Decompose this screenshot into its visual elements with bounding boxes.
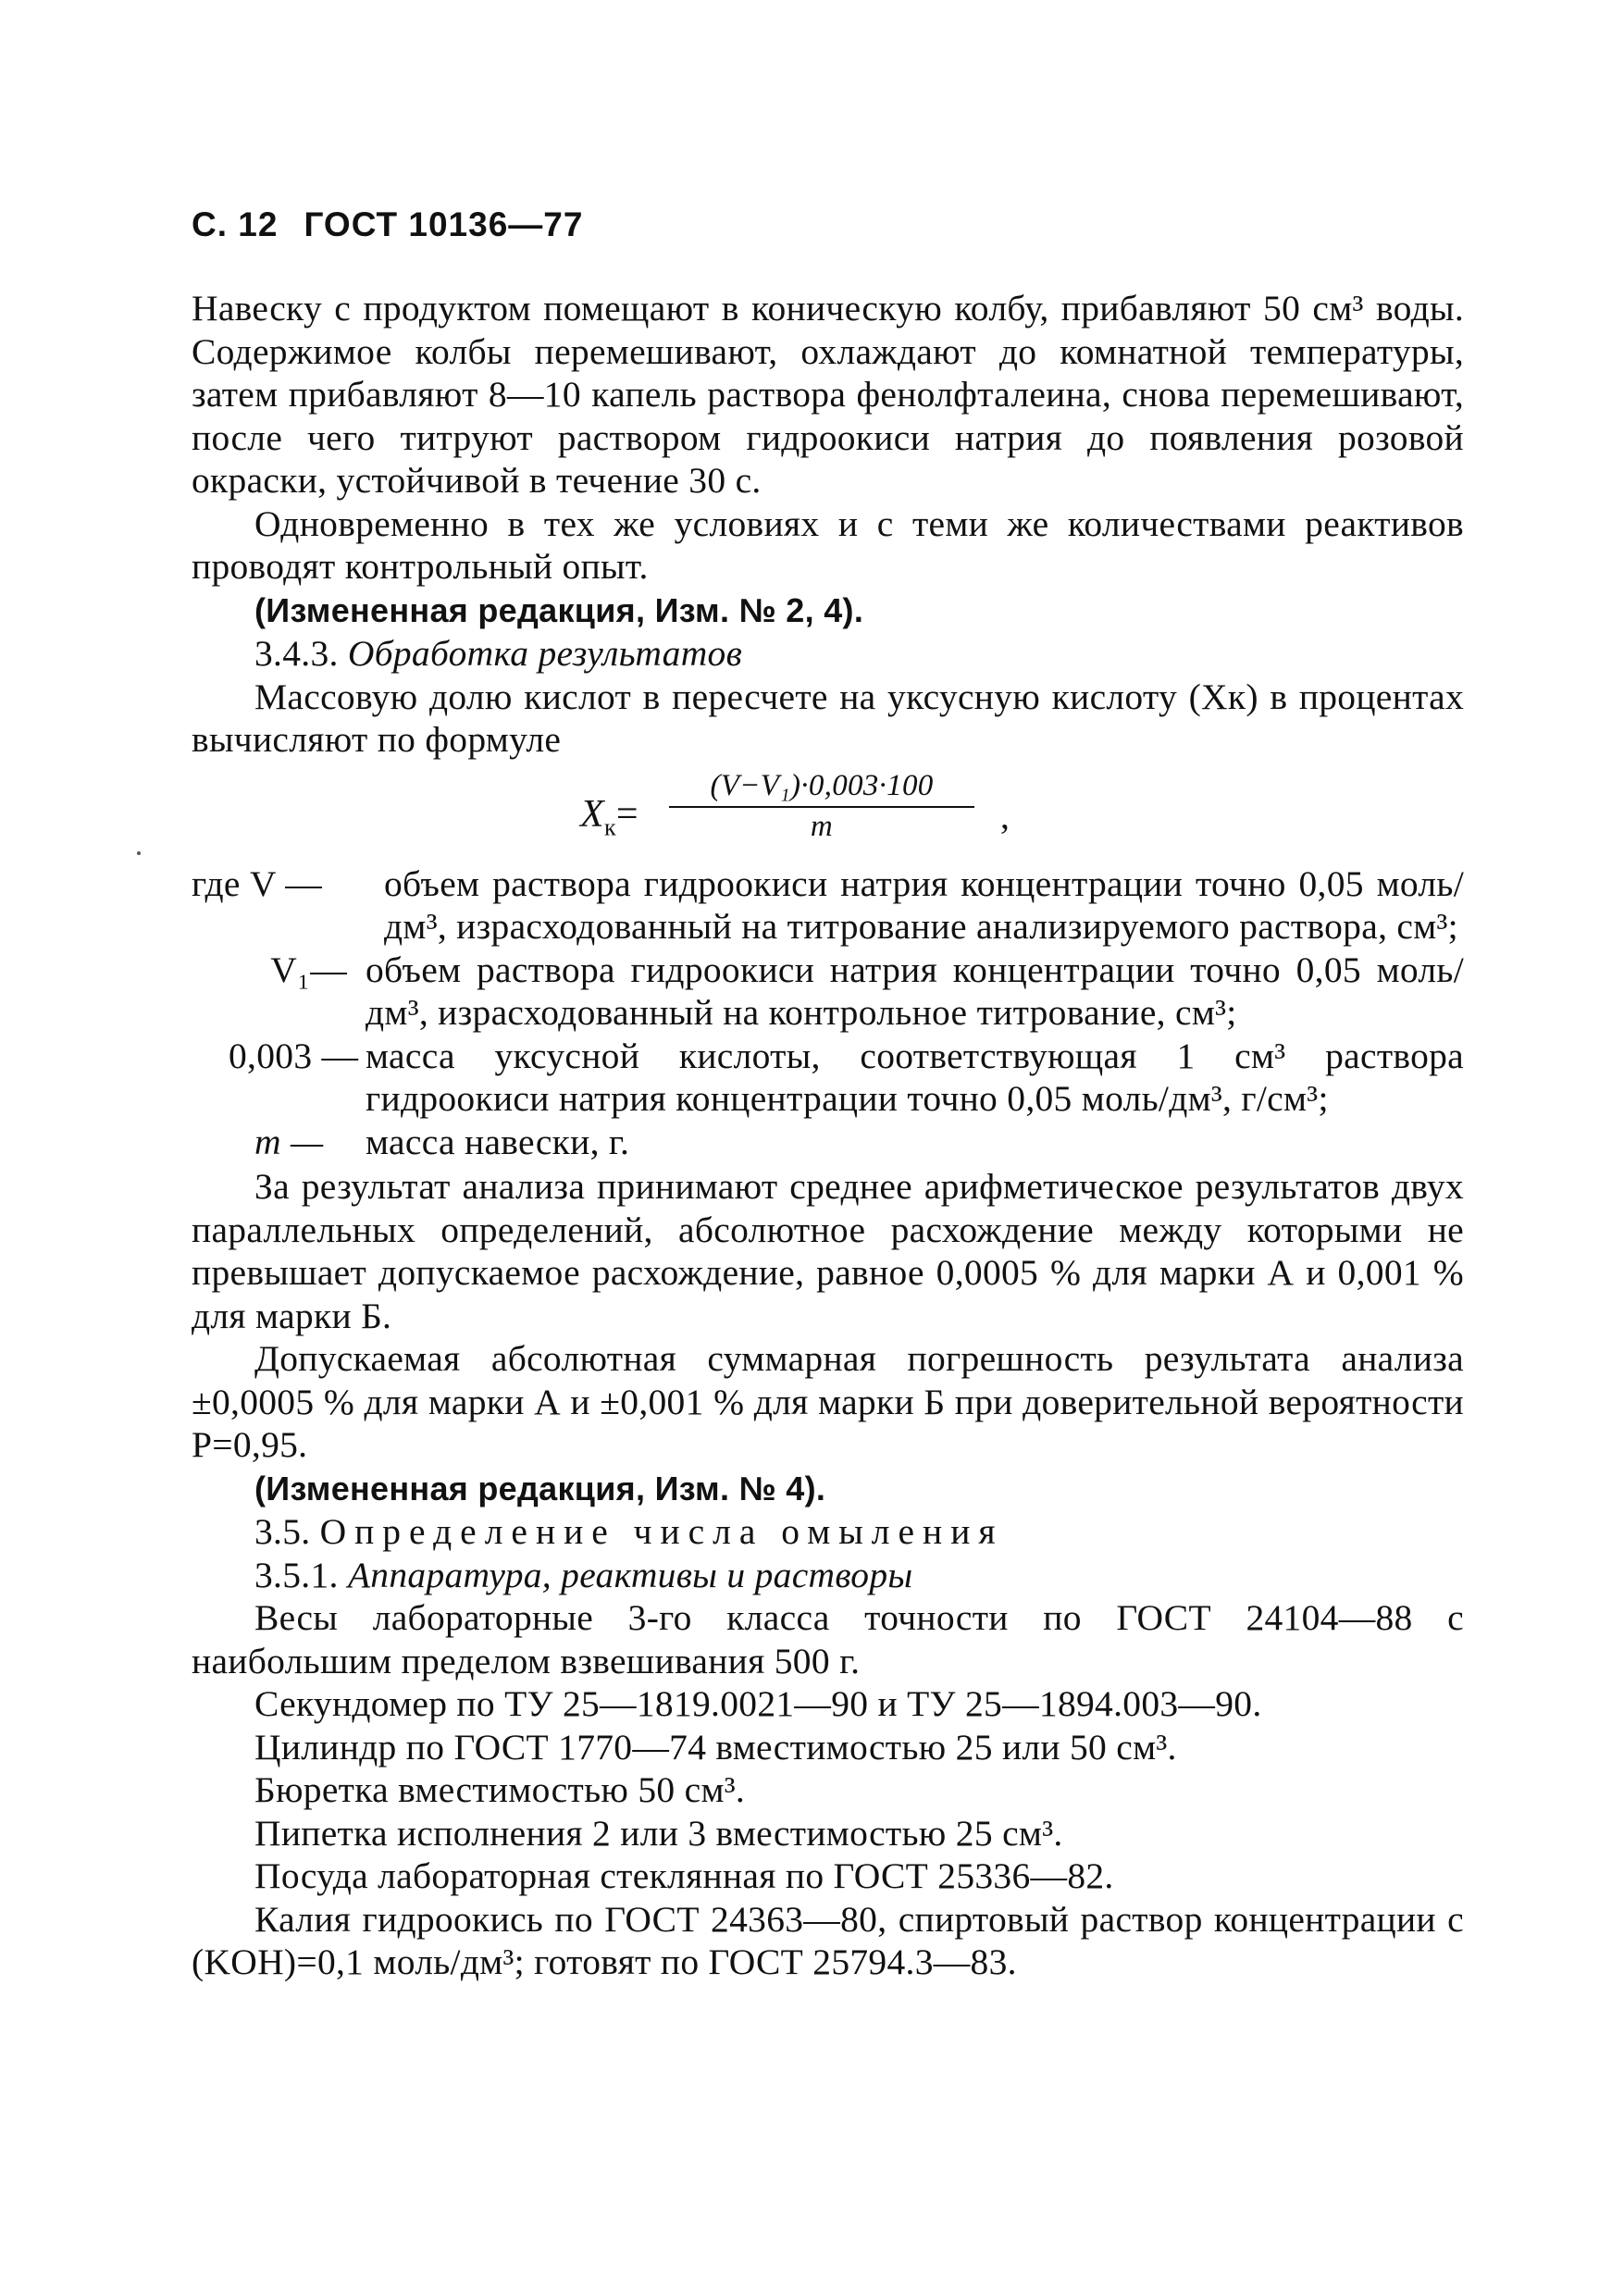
scan-speck — [137, 851, 141, 855]
document-body — [192, 287, 1464, 1984]
formula-lhs: $X_к=$ — [580, 792, 638, 840]
definition-text: объем раствора гидроокиси натрия концентрации точно 0,05 моль/дм³, израсходованный на контрольное титрование, см³; — [366, 949, 1464, 1033]
formula-fraction — [669, 767, 974, 845]
section-title: Определение числа омыления — [319, 1511, 1004, 1552]
definition-symbol: V₁— — [270, 949, 347, 990]
section-number: 3.5.1. — [254, 1554, 339, 1595]
reagent-potassium-hydroxide: Калия гидроокись по ГОСТ 24363—80, спиртовый раствор концентрации c (KOH)=0,1 моль/дм³; готовят по ГОСТ 25794.3—83. — [192, 1898, 1464, 1982]
definition-text: масса навески, г. — [366, 1121, 630, 1162]
equipment-scales: Весы лабораторные 3-го класса точности по ГОСТ 24104—88 с наибольшим пределом взвешивания 500 г. — [192, 1597, 1464, 1681]
standard-number: ГОСТ 10136—77 — [304, 205, 584, 243]
definition-text: масса уксусной кислоты, соответствующая 1 см³ раствора гидроокиси натрия концентрации точно 0,05 моль/дм³, г/см³; — [366, 1035, 1464, 1119]
paragraph-error-tolerance: Допускаемая абсолютная суммарная погрешность результата анализа ±0,0005 % для марки А и ±0,001 % для марки Б при доверительной вероятности P=0,95. — [192, 1338, 1464, 1465]
paragraph-formula-intro: Массовую долю кислот в пересчете на уксусную кислоту (Xк) в процентах вычисляют по формуле — [192, 676, 1464, 760]
section-title: Обработка результатов — [347, 633, 743, 674]
equipment-pipette: Пипетка исполнения 2 или 3 вместимостью 25 см³. — [254, 1812, 1063, 1854]
formula-denominator: m — [810, 809, 834, 843]
section-number: 3.5. — [254, 1511, 311, 1552]
definition-text: объем раствора гидроокиси натрия концентрации точно 0,05 моль/дм³, израсходованный на титрование анализируемого раствора, см³; — [384, 862, 1464, 947]
amendment-note-1 — [192, 589, 1464, 633]
definition-v — [192, 862, 1464, 949]
variable-definitions — [192, 862, 1464, 1164]
definition-symbol: m — — [254, 1121, 324, 1162]
equipment-glassware: Посуда лабораторная стеклянная по ГОСТ 25336—82. — [254, 1855, 1114, 1896]
paragraph-sample-titration: Навеску с продуктом помещают в коническую колбу, прибавляют 50 см³ воды. Содержимое колбы перемешивают, охлаждают до комнатной температуры, затем прибавляют 8—10 капель раствора фенолфталеина, снова перемешивают, после чего титруют раствором гидроокиси натрия до появления розовой окраски, устойчивой в течение 30 с. — [192, 288, 1464, 501]
section-title: Аппаратура, реактивы и растворы — [347, 1554, 913, 1595]
paragraph-control-test: Одновременно в тех же условиях и с теми же количествами реактивов проводят контрольный опыт. — [192, 502, 1464, 587]
definition-symbol: где V — — [192, 862, 323, 904]
definition-v1 — [192, 949, 1464, 1035]
amendment-text-1: (Измененная редакция, Изм. № 2, 4). — [254, 590, 864, 629]
definition-m — [192, 1121, 1464, 1164]
paragraph-result-averaging: За результат анализа принимают среднее арифметическое результатов двух параллельных определений, абсолютное расхождение между которыми не превышает допускаемое расхождение, равное 0,0005 % для марки А и 0,001 % для марки Б. — [192, 1166, 1464, 1336]
section-heading-3-5 — [192, 1510, 1464, 1554]
amendment-note-2 — [192, 1467, 1464, 1511]
formula-comma: , — [1000, 795, 1010, 837]
formula-numerator: (V−V₁)·0,003·100 — [669, 767, 974, 808]
definition-symbol: 0,003 — — [229, 1035, 359, 1076]
acid-fraction-formula — [192, 767, 1464, 853]
equipment-burette: Бюретка вместимостью 50 см³. — [254, 1769, 746, 1810]
definition-0-003 — [192, 1035, 1464, 1121]
equipment-cylinder: Цилиндр по ГОСТ 1770—74 вместимостью 25 или 50 см³. — [254, 1726, 1177, 1768]
section-heading-3-5-1 — [192, 1554, 1464, 1597]
equipment-stopwatch: Секундомер по ТУ 25—1819.0021—90 и ТУ 25—1894.003—90. — [254, 1683, 1262, 1724]
section-heading-3-4-3 — [192, 632, 1464, 676]
page-header — [192, 205, 583, 244]
amendment-text-2: (Измененная редакция, Изм. № 4). — [254, 1469, 826, 1507]
section-number: 3.4.3. — [254, 633, 339, 674]
page-number: С. 12 — [192, 205, 279, 243]
